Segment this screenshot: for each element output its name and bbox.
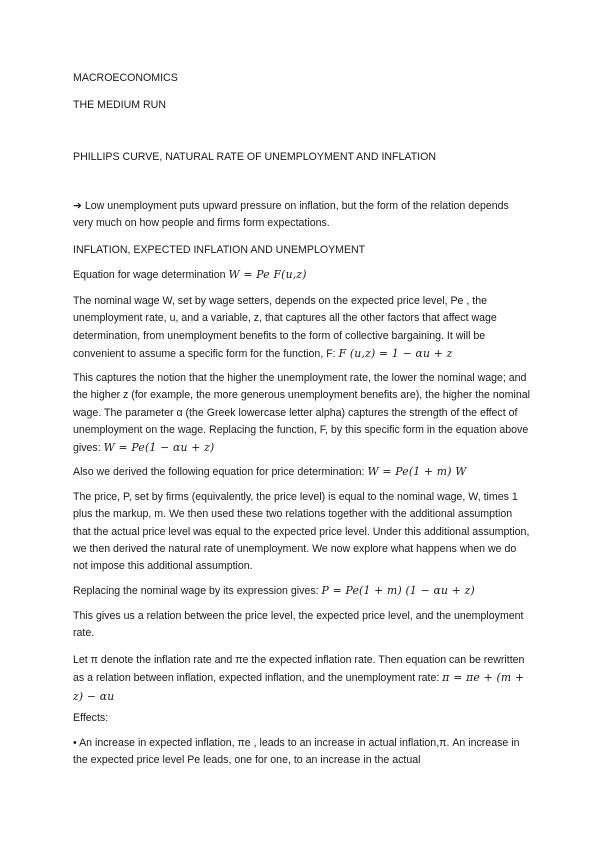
price-equation: W = Pe(1 + m) W xyxy=(367,465,467,478)
wage-function-equation: F (u,z) = 1 − αu + z xyxy=(338,346,453,360)
wage-equation-label: Equation for wage determination xyxy=(73,269,229,281)
wage-equation: W = Pe F(u,z) xyxy=(228,268,307,281)
subject-heading: MACROECONOMICS xyxy=(73,72,178,84)
phillips-equation: π = πe + (m + z) − αu xyxy=(73,671,525,703)
inflation-text: Let π denote the inflation rate and πe the expected inflation rate. Then equation can be rewritten as a relation between inflation, expected inflation, and the unemployment rate: xyxy=(73,654,525,685)
section-title: PHILLIPS CURVE, NATURAL RATE OF UNEMPLOYMENT AND INFLATION xyxy=(73,151,436,163)
wage-specific-equation: W = Pe(1 − αu + z) xyxy=(103,441,215,455)
intro-text: Low unemployment puts upward pressure on inflation, but the form of the relation depends very much on how people and firms form expectations. xyxy=(73,200,509,230)
effects-label: Effects: xyxy=(73,712,109,724)
effects-bullet-item xyxy=(73,735,531,770)
unit-heading: THE MEDIUM RUN xyxy=(73,99,166,111)
intro-paragraph xyxy=(73,198,531,233)
price-equation-label: Also we derived the following equation for price determination: xyxy=(73,466,368,478)
relation-paragraph: This gives us a relation between the price level, the expected price level, and the unemployment rate. xyxy=(73,610,524,640)
captures-text: This captures the notion that the higher the unemployment rate, the lower the nominal wage; and the higher z (for example, the more generous unemployment benefits are), the higher the nominal wage. The parameter α (the Greek lowercase letter alpha) captures the strength of the effect of unemployment on the wage. Replacing the function, F, by this specific form in the equation above gives: xyxy=(73,372,530,455)
price-level-equation: P = Pe(1 + m) (1 − αu + z) xyxy=(321,584,475,597)
bullet-text: An increase in expected inflation, πe , leads to an increase in actual inflation,π. An increase in the expected price level Pe leads, one for one, to an increase in the actual xyxy=(73,737,520,767)
subsection-title: INFLATION, EXPECTED INFLATION AND UNEMPLOYMENT xyxy=(73,244,366,256)
wage-equation-paragraph xyxy=(73,266,531,284)
replacing-text: Replacing the nominal wage by its expression gives: xyxy=(73,585,322,597)
inflation-paragraph xyxy=(73,652,531,706)
arrow-icon: ➔ xyxy=(73,200,82,212)
replacing-paragraph xyxy=(73,582,531,600)
price-equation-paragraph xyxy=(73,463,531,481)
price-paragraph: The price, P, set by firms (equivalently, the price level) is equal to the nominal wage, W, times 1 plus the markup, m. We then used these two relations together with the additional assumption that the actual price level was equal to the expected price level. Under this additional assumption, we then derived the natural rate of unemployment. We now explore what happens when we do not impose this additional assumption. xyxy=(73,491,530,573)
captures-paragraph xyxy=(73,370,531,457)
nominal-wage-text: The nominal wage W, set by wage setters, depends on the expected price level, Pe , the unemployment rate, u, and a variable, z, that captures all the other factors that affect wage determination, from unemployment benefits to the form of collective bargaining. It will be convenient to assume a specific form for the function, F: xyxy=(73,295,497,360)
nominal-wage-paragraph xyxy=(73,293,531,363)
bullet-icon: • xyxy=(73,737,77,749)
